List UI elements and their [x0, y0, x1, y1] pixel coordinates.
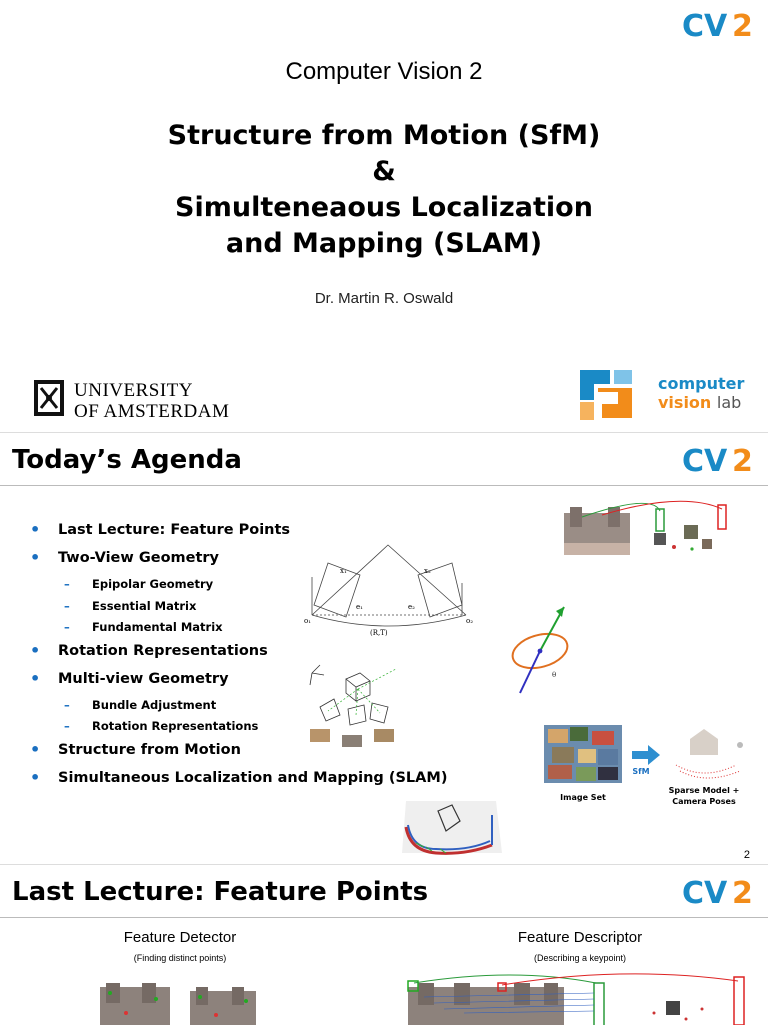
multi-view-geometry-diagram	[306, 659, 408, 747]
sparse-model-label	[664, 785, 744, 807]
sparse-model-label-line-1: Sparse Model +	[668, 786, 740, 795]
svg-text:CV: CV	[682, 9, 728, 42]
feature-points-slide	[0, 864, 768, 1025]
uva-crest-icon	[34, 380, 64, 416]
cvlab-mark-icon	[576, 366, 636, 426]
feature-descriptor-images	[404, 973, 754, 1025]
agenda-subitem: – Fundamental Matrix	[30, 618, 447, 640]
svg-text:x₂: x₂	[424, 567, 431, 575]
agenda-subitem: – Bundle Adjustment	[30, 696, 447, 718]
feature-matching-image	[562, 499, 730, 559]
uva-line-1: UNIVERSITY	[74, 380, 193, 401]
svg-text:o₂: o₂	[466, 617, 474, 625]
svg-text:o₁: o₁	[304, 617, 312, 625]
course-name: Computer Vision 2	[285, 58, 483, 85]
sparse-model-label-line-2: Camera Poses	[672, 797, 736, 806]
agenda-subitem: – Essential Matrix	[30, 597, 447, 619]
title-line-3: Simulteneaous Localization	[175, 192, 593, 223]
feature-detector-images	[96, 979, 260, 1025]
cv2-logo-icon	[682, 443, 756, 477]
uva-wordmark	[74, 380, 229, 422]
feature-descriptor-heading: Feature Descriptor	[517, 929, 643, 946]
page-number: 2	[743, 849, 750, 861]
title-divider	[0, 917, 768, 918]
svg-text:CV: CV	[682, 876, 728, 909]
slide-title: Last Lecture: Feature Points	[12, 877, 429, 907]
image-set-label: Image Set	[560, 793, 606, 802]
title-line-2: &	[372, 156, 396, 187]
svg-text:2: 2	[732, 9, 753, 42]
cvlab-line-1: computer	[658, 374, 745, 393]
feature-detector-subheading: (Finding distinct points)	[133, 953, 227, 963]
svg-text:θ: θ	[552, 671, 557, 679]
cvlab-wordmark	[658, 374, 744, 412]
svg-text:CV: CV	[682, 444, 728, 477]
cvlab-line-2b: lab	[716, 393, 742, 412]
cvlab-line-2a: vision	[658, 393, 712, 412]
svg-text:2: 2	[732, 876, 753, 909]
sfm-pipeline-image	[540, 719, 750, 789]
agenda-slide	[0, 432, 768, 865]
cv2-logo-icon	[682, 875, 756, 909]
title-line-4: and Mapping (SLAM)	[225, 228, 543, 259]
agenda-item: • Structure from Motion	[30, 739, 447, 767]
title-line-1: Structure from Motion (SfM)	[167, 120, 601, 151]
title-slide	[0, 0, 768, 432]
agenda-item: • Rotation Representations	[30, 640, 447, 668]
feature-descriptor-subheading: (Describing a keypoint)	[533, 953, 627, 963]
svg-text:(R,T): (R,T)	[370, 629, 388, 637]
slam-trajectory-image	[396, 791, 508, 863]
agenda-subitem: – Epipolar Geometry	[30, 575, 447, 597]
uva-logo	[34, 380, 230, 422]
rotation-axis-diagram	[508, 601, 578, 697]
agenda-item: • Last Lecture: Feature Points	[30, 519, 447, 547]
agenda-item: • Two-View Geometry	[30, 547, 447, 575]
svg-text:e₂: e₂	[408, 603, 415, 611]
agenda-item: • Multi-view Geometry	[30, 668, 447, 696]
agenda-subitem: – Rotation Representations	[30, 717, 447, 739]
computer-vision-lab-logo	[576, 366, 745, 431]
title-divider	[0, 485, 768, 486]
uva-line-2: OF AMSTERDAM	[74, 401, 230, 422]
cv2-logo-icon	[682, 8, 756, 42]
author: Dr. Martin R. Oswald	[314, 290, 454, 307]
svg-text:2: 2	[732, 444, 753, 477]
slide-title: Today’s Agenda	[12, 445, 242, 475]
feature-detector-heading: Feature Detector	[123, 929, 237, 946]
svg-text:x₁: x₁	[340, 567, 347, 575]
epipolar-geometry-diagram	[300, 543, 480, 637]
sfm-arrow-label: SfM	[632, 767, 650, 776]
agenda-item: • Simultaneous Localization and Mapping (SLAM)	[30, 767, 447, 795]
svg-text:e₁: e₁	[356, 603, 363, 611]
